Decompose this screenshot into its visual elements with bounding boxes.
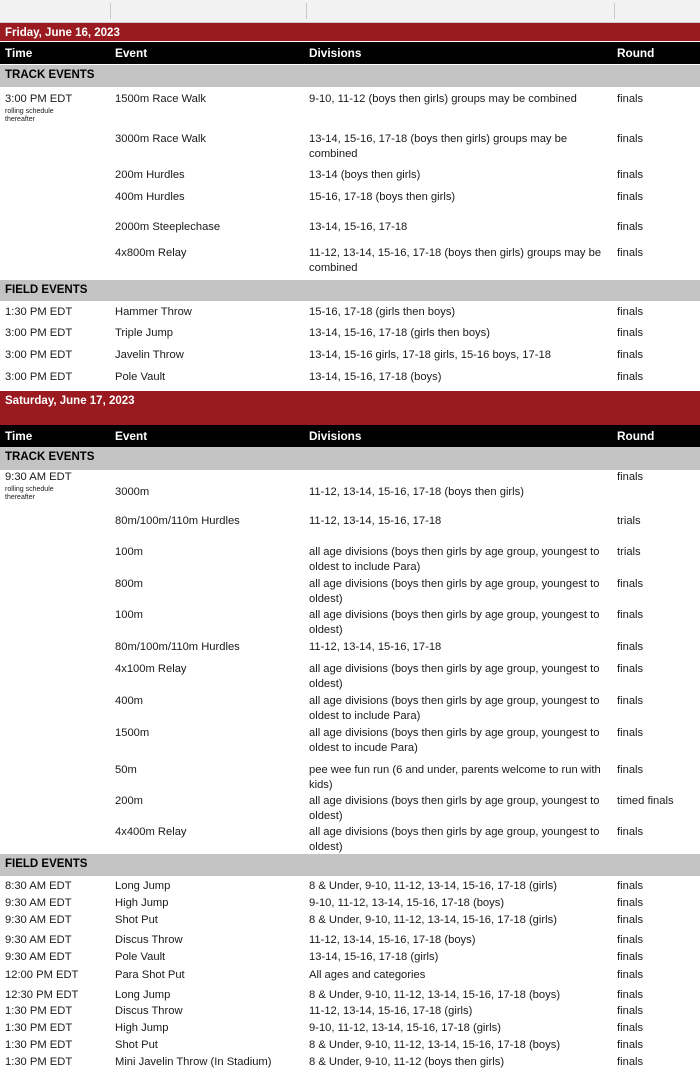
round-cell: finals (617, 934, 644, 946)
round-cell: finals (617, 695, 644, 707)
event-cell: 4x100m Relay (115, 663, 187, 675)
divisions-cell: 13-14 (boys then girls) (309, 169, 421, 181)
divisions-cell: 11-12, 13-14, 15-16, 17-18 (boys then girls) (309, 486, 524, 498)
round-cell: finals (617, 1005, 644, 1017)
column-header-time: Time (5, 46, 33, 60)
round-cell: finals (617, 880, 644, 892)
section-label: TRACK EVENTS (5, 69, 95, 81)
table-row (0, 694, 700, 726)
spreadsheet-top-strip (0, 0, 700, 23)
round-cell: finals (617, 578, 644, 590)
event-cell: 2000m Steeplechase (115, 221, 221, 233)
round-cell: finals (617, 133, 644, 145)
date-label: Saturday, June 17, 2023 (5, 395, 135, 407)
round-cell: finals (617, 349, 644, 361)
time-note-holder (5, 485, 80, 502)
event-cell: Javelin Throw (115, 349, 184, 361)
column-header-event: Event (115, 46, 148, 60)
table-row (0, 545, 700, 577)
column-header-round: Round (617, 429, 655, 443)
time-cell: 3:00 PM EDT (5, 93, 73, 105)
table-row (0, 933, 700, 950)
round-cell: finals (617, 914, 644, 926)
divisions-cell: 11-12, 13-14, 15-16, 17-18 (boys then girls) groups may be combined (309, 247, 602, 274)
table-row (0, 326, 700, 348)
section-header-field (0, 854, 700, 876)
round-cell: finals (617, 727, 644, 739)
divisions-cell: all age divisions (boys then girls by age group, youngest to oldest) (309, 609, 600, 636)
column-header-row (0, 42, 700, 64)
round-cell: finals (617, 327, 644, 339)
table-row (0, 794, 700, 825)
date-label: Friday, June 16, 2023 (5, 27, 120, 39)
event-cell: 200m Hurdles (115, 169, 185, 181)
section-label: TRACK EVENTS (5, 451, 95, 463)
time-cell: 3:00 PM EDT (5, 327, 73, 339)
table-row (0, 514, 700, 545)
time-cell: 1:30 PM EDT (5, 1039, 73, 1051)
time-cell: 12:30 PM EDT (5, 989, 79, 1001)
table-row (0, 825, 700, 854)
event-cell: 3000m (115, 486, 150, 498)
divisions-cell: 13-14, 15-16, 17-18 (girls then boys) (309, 327, 490, 339)
round-cell: finals (617, 471, 644, 483)
divisions-cell: 8 & Under, 9-10, 11-12, 13-14, 15-16, 17-18 (girls) (309, 914, 557, 926)
divisions-cell: 13-14, 15-16, 17-18 (309, 221, 408, 233)
event-cell: High Jump (115, 897, 169, 909)
round-cell: finals (617, 951, 644, 963)
time-cell: 9:30 AM EDT (5, 934, 72, 946)
time-cell: 3:00 PM EDT (5, 371, 73, 383)
divisions-cell: 8 & Under, 9-10, 11-12, 13-14, 15-16, 17-18 (boys) (309, 1039, 561, 1051)
event-cell: Pole Vault (115, 371, 166, 383)
table-row (0, 348, 700, 370)
time-cell: 9:30 AM EDT (5, 951, 72, 963)
event-cell: 100m (115, 609, 143, 621)
section-header-field (0, 280, 700, 301)
table-row (0, 370, 700, 391)
section-header-track (0, 447, 700, 470)
round-cell: finals (617, 826, 644, 838)
table-row (0, 640, 700, 662)
time-cell: 1:30 PM EDT (5, 1056, 73, 1068)
event-cell: Discus Throw (115, 934, 183, 946)
round-cell: finals (617, 191, 644, 203)
table-row (0, 896, 700, 913)
event-cell: 50m (115, 764, 137, 776)
divisions-cell: 9-10, 11-12, 13-14, 15-16, 17-18 (girls) (309, 1022, 501, 1034)
event-cell: High Jump (115, 1022, 169, 1034)
table-row (0, 190, 700, 220)
divisions-cell: 15-16, 17-18 (boys then girls) (309, 191, 456, 203)
round-cell: finals (617, 371, 644, 383)
column-separator (306, 3, 307, 19)
event-cell: Hammer Throw (115, 306, 192, 318)
divisions-cell: all age divisions (boys then girls by age group, youngest to oldest to include Para) (309, 546, 600, 573)
round-cell: finals (617, 897, 644, 909)
table-row (0, 305, 700, 326)
event-cell: Mini Javelin Throw (In Stadium) (115, 1056, 272, 1068)
table-row (0, 913, 700, 933)
divisions-cell: 13-14, 15-16 girls, 17-18 girls, 15-16 boys, 17-18 (309, 349, 551, 361)
column-header-divisions: Divisions (309, 46, 362, 60)
column-header-time: Time (5, 429, 33, 443)
time-cell: 9:30 AM EDT (5, 471, 72, 483)
table-row (0, 577, 700, 609)
round-cell: finals (617, 609, 644, 621)
round-cell: finals (617, 989, 644, 1001)
divisions-cell: all age divisions (boys then girls by age group, youngest to oldest) (309, 795, 600, 822)
column-header-event: Event (115, 429, 148, 443)
round-cell: finals (617, 1056, 644, 1068)
event-cell: 1500m Race Walk (115, 93, 206, 105)
event-cell: 80m/100m/110m Hurdles (115, 641, 240, 653)
table-row (0, 1004, 700, 1021)
event-cell: 400m (115, 695, 143, 707)
table-row (0, 968, 700, 988)
round-cell: finals (617, 663, 644, 675)
divisions-cell: all age divisions (boys then girls by age group, youngest to oldest) (309, 826, 600, 853)
event-cell: Long Jump (115, 880, 171, 892)
section-label: FIELD EVENTS (5, 284, 88, 296)
table-row (0, 662, 700, 694)
table-row (0, 988, 700, 1004)
event-cell: 800m (115, 578, 143, 590)
column-separator (110, 3, 111, 19)
divisions-cell: All ages and categories (309, 969, 426, 981)
table-row (0, 470, 700, 514)
event-cell: 4x400m Relay (115, 826, 187, 838)
time-note-holder (5, 107, 80, 124)
section-label: FIELD EVENTS (5, 858, 88, 870)
round-cell: finals (617, 969, 644, 981)
event-cell: Long Jump (115, 989, 171, 1001)
divisions-cell: 11-12, 13-14, 15-16, 17-18 (girls) (309, 1005, 473, 1017)
round-cell: finals (617, 1039, 644, 1051)
table-row (0, 1055, 700, 1072)
divisions-cell: 9-10, 11-12 (boys then girls) groups may be combined (309, 93, 577, 105)
event-cell: 3000m Race Walk (115, 133, 206, 145)
rolling-schedule-note: rolling schedule thereafter (5, 108, 54, 123)
time-cell: 1:30 PM EDT (5, 306, 73, 318)
round-cell: finals (617, 169, 644, 181)
column-header-round: Round (617, 46, 655, 60)
divisions-cell: 9-10, 11-12, 13-14, 15-16, 17-18 (boys) (309, 897, 505, 909)
divisions-cell: all age divisions (boys then girls by age group, youngest to oldest) (309, 663, 600, 690)
divisions-cell: 13-14, 15-16, 17-18 (girls) (309, 951, 439, 963)
divisions-cell: 8 & Under, 9-10, 11-12, 13-14, 15-16, 17-18 (girls) (309, 880, 557, 892)
divisions-cell: 11-12, 13-14, 15-16, 17-18 (boys) (309, 934, 476, 946)
round-cell: trials (617, 515, 641, 527)
divisions-cell: 11-12, 13-14, 15-16, 17-18 (309, 515, 442, 527)
round-cell: finals (617, 247, 644, 259)
divisions-cell: pee wee fun run (6 and under, parents welcome to run with kids) (309, 764, 601, 791)
round-cell: finals (617, 93, 644, 105)
rolling-schedule-note: rolling schedule thereafter (5, 486, 54, 501)
round-cell: finals (617, 221, 644, 233)
divisions-cell: 8 & Under, 9-10, 11-12, 13-14, 15-16, 17-18 (boys) (309, 989, 561, 1001)
event-cell: Triple Jump (115, 327, 174, 339)
time-cell: 9:30 AM EDT (5, 914, 72, 926)
section-header-track (0, 65, 700, 87)
date-header (0, 391, 700, 425)
round-cell: timed finals (617, 795, 674, 807)
divisions-cell: 13-14, 15-16, 17-18 (boys) (309, 371, 442, 383)
table-row (0, 608, 700, 640)
table-row (0, 92, 700, 132)
table-row (0, 1038, 700, 1055)
event-cell: 4x800m Relay (115, 247, 187, 259)
event-cell: 80m/100m/110m Hurdles (115, 515, 240, 527)
divisions-cell: 13-14, 15-16, 17-18 (boys then girls) groups may be combined (309, 133, 568, 160)
date-header (0, 23, 700, 41)
time-cell: 9:30 AM EDT (5, 897, 72, 909)
table-row (0, 168, 700, 190)
column-separator (614, 3, 615, 19)
table-row (0, 132, 700, 168)
round-cell: finals (617, 306, 644, 318)
table-row (0, 1021, 700, 1038)
table-row (0, 246, 700, 281)
table-row (0, 950, 700, 968)
table-row (0, 763, 700, 794)
divisions-cell: all age divisions (boys then girls by age group, youngest to oldest to incude Para) (309, 727, 600, 754)
round-cell: finals (617, 764, 644, 776)
time-cell: 12:00 PM EDT (5, 969, 79, 981)
time-cell: 1:30 PM EDT (5, 1022, 73, 1034)
event-cell: Shot Put (115, 914, 158, 926)
event-cell: Discus Throw (115, 1005, 183, 1017)
event-cell: Shot Put (115, 1039, 158, 1051)
event-cell: 200m (115, 795, 143, 807)
column-header-row (0, 425, 700, 447)
round-cell: finals (617, 641, 644, 653)
round-cell: finals (617, 1022, 644, 1034)
divisions-cell: 15-16, 17-18 (girls then boys) (309, 306, 456, 318)
event-cell: Pole Vault (115, 951, 166, 963)
table-row (0, 220, 700, 246)
event-cell: Para Shot Put (115, 969, 185, 981)
table-row (0, 879, 700, 896)
divisions-cell: all age divisions (boys then girls by age group, youngest to oldest to include Para) (309, 695, 600, 722)
time-cell: 3:00 PM EDT (5, 349, 73, 361)
event-cell: 100m (115, 546, 143, 558)
table-row (0, 726, 700, 763)
event-cell: 400m Hurdles (115, 191, 185, 203)
divisions-cell: 8 & Under, 9-10, 11-12 (boys then girls) (309, 1056, 505, 1068)
divisions-cell: 11-12, 13-14, 15-16, 17-18 (309, 641, 442, 653)
time-cell: 8:30 AM EDT (5, 880, 72, 892)
round-cell: trials (617, 546, 641, 558)
time-cell: 1:30 PM EDT (5, 1005, 73, 1017)
divisions-cell: all age divisions (boys then girls by age group, youngest to oldest) (309, 578, 600, 605)
event-cell: 1500m (115, 727, 150, 739)
column-header-divisions: Divisions (309, 429, 362, 443)
